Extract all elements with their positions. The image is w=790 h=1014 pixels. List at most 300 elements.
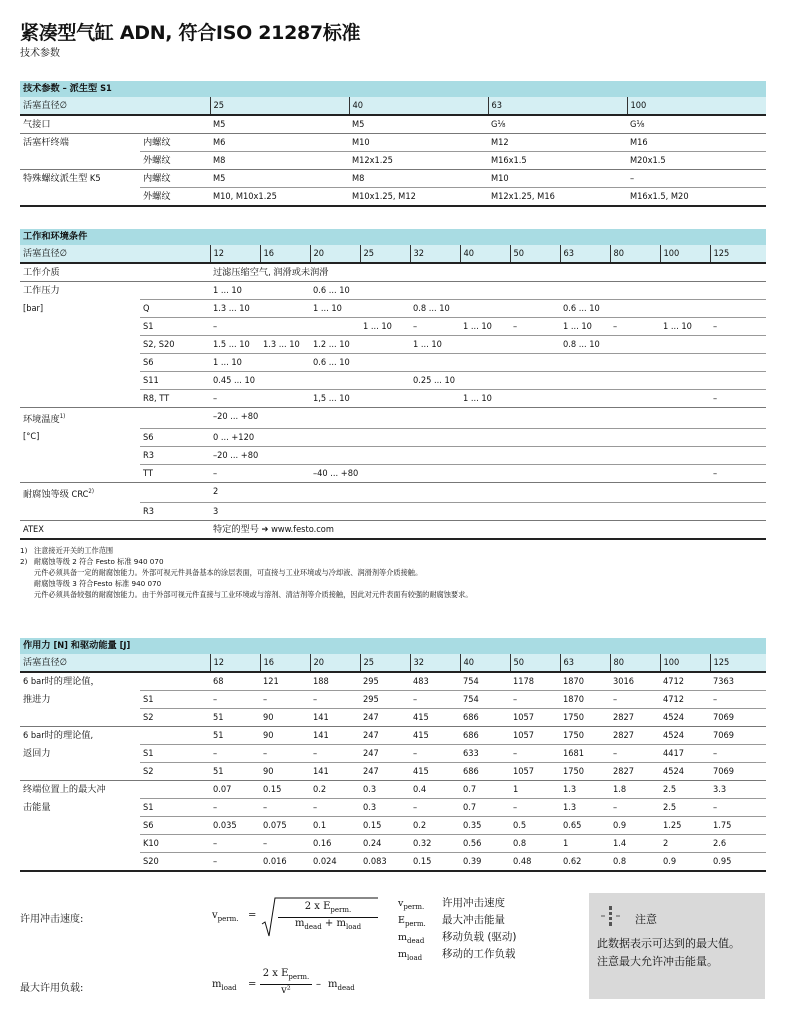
cell-value: 0.9	[610, 817, 660, 835]
row-sublabel: S11	[140, 372, 210, 390]
cell-value: 4712	[660, 672, 710, 691]
cell-value: 1 ... 10	[310, 300, 410, 318]
cell-value: 188	[310, 672, 360, 691]
size-header: 63	[560, 654, 610, 672]
row-sublabel	[140, 727, 210, 745]
row-label	[20, 354, 140, 372]
table-operating-conditions	[20, 229, 766, 540]
row-label	[20, 318, 140, 336]
group-label-2: 击能量	[23, 801, 51, 813]
cell-value: 2	[660, 835, 710, 853]
table-row	[20, 170, 766, 188]
cell-value: 1.4	[610, 835, 660, 853]
row-label	[20, 390, 140, 408]
cell-value: 247	[360, 709, 410, 727]
legend-text: 最大冲击能量	[442, 914, 505, 926]
cell-value: M20x1.5	[627, 152, 766, 170]
cell-value: 247	[360, 727, 410, 745]
table-row	[20, 835, 766, 853]
medium-label: 工作介质	[20, 263, 210, 282]
table-header-row	[20, 245, 766, 263]
legend-symbol: $m_{dead}$	[398, 932, 425, 945]
row-sublabel: S1	[140, 691, 210, 709]
cell-value: 0.9	[660, 853, 710, 872]
cell-value: 686	[460, 763, 510, 781]
table-row	[20, 817, 766, 835]
table-row	[20, 408, 766, 429]
cell-value: 4712	[660, 691, 710, 709]
cell-value: –	[310, 745, 360, 763]
cell-value: –	[210, 390, 310, 408]
cell-value: 141	[310, 727, 360, 745]
table-row	[20, 115, 766, 134]
cell-value: 1.3 ... 10	[260, 336, 310, 354]
cell-value: 0.56	[460, 835, 510, 853]
cell-value: 1	[510, 781, 560, 799]
cell-value: –	[210, 691, 260, 709]
cell-value: –	[410, 691, 460, 709]
cell-value: –	[510, 745, 560, 763]
cell-value: 295	[360, 672, 410, 691]
size-header: 32	[410, 654, 460, 672]
cell-value: M12	[488, 134, 627, 152]
cell-value: –	[210, 799, 260, 817]
size-header: 40	[349, 97, 488, 115]
cell-value: 2.5	[660, 781, 710, 799]
cell-value: –	[260, 799, 310, 817]
cell-value: –	[627, 170, 766, 188]
table-title-row	[20, 229, 766, 245]
cell-value: 51	[210, 763, 260, 781]
row-sublabel	[140, 115, 210, 134]
row-label	[20, 853, 140, 872]
cell-value: 0.62	[560, 853, 610, 872]
table-row	[20, 521, 766, 540]
size-header: 100	[660, 245, 710, 263]
row-label	[20, 372, 140, 390]
table-row	[20, 464, 766, 482]
table-row	[20, 428, 766, 446]
legend-text: 许用冲击速度	[442, 897, 505, 909]
size-header: 100	[627, 97, 766, 115]
group-label-2: 推进力	[23, 693, 51, 705]
cell-value: 0.8	[610, 853, 660, 872]
legend-symbol: $m_{load}$	[398, 949, 423, 962]
cell-value: M8	[210, 152, 349, 170]
legend-item	[398, 929, 517, 945]
atex-value: 特定的型号 ➔ www.festo.com	[210, 521, 766, 540]
cell-value: 1178	[510, 672, 560, 691]
atex-label: ATEX	[20, 521, 210, 540]
size-header: 20	[310, 654, 360, 672]
cell-value: 483	[410, 672, 460, 691]
pressure-unit: [bar]	[23, 302, 44, 314]
cell-value: 0.45 ... 10	[210, 372, 410, 390]
row-label	[20, 835, 140, 853]
size-header: 12	[210, 654, 260, 672]
cell-value: 4524	[660, 709, 710, 727]
row-sublabel: S1	[140, 745, 210, 763]
table-forces-energy	[20, 638, 766, 872]
row-label	[20, 709, 140, 727]
legend-item	[398, 895, 505, 911]
cell-value: 0.15	[260, 781, 310, 799]
cell-value: 141	[310, 763, 360, 781]
cell-value: 0.25 ... 10	[410, 372, 766, 390]
cell-value: 0.8 ... 10	[560, 336, 766, 354]
speed-formula-label: 许用冲击速度:	[20, 914, 84, 925]
cell-value: 0.6 ... 10	[310, 354, 766, 372]
cell-value: 1 ... 10	[560, 318, 610, 336]
cell-value: 1.8	[610, 781, 660, 799]
cell-value: 247	[360, 745, 410, 763]
cell-value: 0.4	[410, 781, 460, 799]
cell-value: M10x1.25, M12	[349, 188, 488, 207]
size-header: 25	[210, 97, 349, 115]
cell-value: 141	[310, 709, 360, 727]
cell-value: 754	[460, 672, 510, 691]
footnote-2-class3-text: 元件必须具备较强的耐腐蚀能力。由于外部可视元件直接与工业环境或与溶剂、清洁剂等介质接触，因此对元件表面有较强的耐腐蚀要求。	[34, 590, 473, 599]
cell-value: 2	[210, 482, 766, 503]
size-header: 63	[488, 97, 627, 115]
table-row	[20, 354, 766, 372]
size-header: 80	[610, 245, 660, 263]
cell-value: 0.2	[410, 817, 460, 835]
cell-value: 0.6 ... 10	[310, 282, 766, 300]
cell-value: M12x1.25, M16	[488, 188, 627, 207]
cell-value: 1.2 ... 10	[310, 336, 410, 354]
cell-value: 0.083	[360, 853, 410, 872]
size-header: 40	[460, 245, 510, 263]
row-label	[20, 464, 140, 482]
cell-value: –	[710, 464, 766, 482]
footnotes	[20, 545, 472, 600]
cell-value: 90	[260, 709, 310, 727]
cell-value: 1 ... 10	[210, 354, 310, 372]
row-sublabel: R3	[140, 503, 210, 521]
cell-value: 1.3	[560, 799, 610, 817]
cell-value: M8	[349, 170, 488, 188]
group-label-1: 终端位置上的最大冲	[20, 781, 140, 799]
row-sublabel: S2	[140, 763, 210, 781]
cell-value: 90	[260, 763, 310, 781]
cell-value: –20 ... +80	[210, 446, 766, 464]
info-bar-icon	[597, 905, 625, 927]
cell-value: G¹⁄₈	[488, 115, 627, 134]
footnote-2: 耐腐蚀等级 2 符合 Festo 标准 940 070	[34, 557, 164, 566]
cell-value: 2827	[610, 709, 660, 727]
cell-value: 1 ... 10	[660, 318, 710, 336]
row-sublabel: R3	[140, 446, 210, 464]
cell-value: 0.35	[460, 817, 510, 835]
cell-value: 1870	[560, 691, 610, 709]
table-row	[20, 390, 766, 408]
group-label-2: 返回力	[23, 747, 51, 759]
cell-value: –	[710, 691, 766, 709]
row-label	[20, 188, 140, 207]
cell-value: 1.25	[660, 817, 710, 835]
cell-value: 3016	[610, 672, 660, 691]
row-sublabel: S6	[140, 428, 210, 446]
cell-value: –	[710, 799, 766, 817]
table-title: 工作和环境条件	[20, 229, 766, 245]
row-sublabel: S20	[140, 853, 210, 872]
cell-value: 0.8 ... 10	[410, 300, 560, 318]
size-header: 25	[360, 245, 410, 263]
cell-value: 0.15	[410, 853, 460, 872]
cell-value: 51	[210, 727, 260, 745]
row-sublabel	[140, 408, 210, 429]
cell-value: 0.8	[510, 835, 560, 853]
cell-value: 2.6	[710, 835, 766, 853]
table-row	[20, 799, 766, 817]
size-header: 25	[360, 654, 410, 672]
cell-value: –	[210, 318, 360, 336]
cell-value: 633	[460, 745, 510, 763]
table-row	[20, 709, 766, 727]
cell-value: 0.5	[510, 817, 560, 835]
footnote-2-num: 2)	[20, 557, 28, 566]
row-sublabel	[140, 781, 210, 799]
note-box	[589, 893, 765, 999]
cell-value: –	[610, 745, 660, 763]
cell-value: –	[610, 799, 660, 817]
pressure-label: 工作压力	[20, 282, 140, 300]
table-row	[20, 482, 766, 503]
cell-value: 0.2	[310, 781, 360, 799]
footnote-1: 注意接近开关的工作范围	[34, 546, 114, 555]
cell-value: M12x1.25	[349, 152, 488, 170]
cell-value: 415	[410, 727, 460, 745]
cell-value: 295	[360, 691, 410, 709]
table-row	[20, 263, 766, 282]
table-row	[20, 282, 766, 300]
cell-value: 1 ... 10	[410, 336, 560, 354]
cell-value: –	[260, 835, 310, 853]
size-header: 40	[460, 654, 510, 672]
table-row	[20, 372, 766, 390]
group-label-1: 6 bar时的理论值,	[20, 727, 140, 745]
size-header: 63	[560, 245, 610, 263]
cell-value: –	[260, 691, 310, 709]
cell-value: –	[510, 799, 560, 817]
table-row	[20, 691, 766, 709]
table-row	[20, 853, 766, 872]
cell-value: –	[210, 853, 260, 872]
cell-value: –40 ... +80	[310, 464, 710, 482]
legend-symbol: $v_{perm.}$	[398, 898, 425, 911]
legend-symbol: $E_{perm.}$	[398, 915, 426, 928]
cell-value: 1 ... 10	[210, 282, 310, 300]
cell-value: 415	[410, 709, 460, 727]
piston-diameter-label: 活塞直径∅	[20, 654, 210, 672]
cell-value: –	[210, 464, 310, 482]
temperature-unit: [°C]	[23, 431, 40, 443]
row-label	[20, 503, 140, 521]
medium-value: 过滤压缩空气, 润滑或未润滑	[210, 263, 766, 282]
cell-value: 1681	[560, 745, 610, 763]
cell-value: 0.016	[260, 853, 310, 872]
table-row	[20, 318, 766, 336]
row-label	[20, 336, 140, 354]
row-sublabel: Q	[140, 300, 210, 318]
note-line-1: 此数据表示可达到的最大值。	[597, 937, 740, 950]
cell-value: 4524	[660, 763, 710, 781]
page-title: 紧凑型气缸 ADN, 符合ISO 21287标准	[20, 22, 361, 44]
cell-value: 0 ... +120	[210, 428, 766, 446]
cell-value: 0.48	[510, 853, 560, 872]
footnote-2-class3: 耐腐蚀等级 3 符合Festo 标准 940 070	[34, 579, 162, 588]
row-label: 特殊螺纹派生型 K5	[20, 170, 140, 188]
cell-value: 1750	[560, 727, 610, 745]
cell-value: 247	[360, 763, 410, 781]
row-label	[20, 817, 140, 835]
cell-value: 0.39	[460, 853, 510, 872]
cell-value: 2827	[610, 727, 660, 745]
cell-value: –	[410, 799, 460, 817]
row-sublabel	[140, 482, 210, 503]
cell-value: –	[310, 799, 360, 817]
row-sublabel	[140, 672, 210, 691]
cell-value: 1.3 ... 10	[210, 300, 310, 318]
cell-value: 121	[260, 672, 310, 691]
table-title-row	[20, 638, 766, 654]
legend-item	[398, 912, 505, 928]
piston-diameter-label: 活塞直径∅	[20, 97, 210, 115]
load-formula-label: 最大许用负载:	[20, 983, 84, 994]
cell-value: 686	[460, 709, 510, 727]
cell-value: 1750	[560, 763, 610, 781]
cell-value: –20 ... +80	[210, 408, 766, 429]
cell-value: –	[260, 745, 310, 763]
row-label: 气接口	[20, 115, 140, 134]
table-row	[20, 446, 766, 464]
size-header: 125	[710, 245, 766, 263]
cell-value: 2.5	[660, 799, 710, 817]
row-label	[20, 446, 140, 464]
cell-value: M5	[210, 170, 349, 188]
cell-value: 7069	[710, 727, 766, 745]
cell-value: 0.075	[260, 817, 310, 835]
table-row	[20, 763, 766, 781]
cell-value: 1057	[510, 763, 560, 781]
row-sublabel: 内螺纹	[140, 134, 210, 152]
table-header-row	[20, 654, 766, 672]
table-row	[20, 503, 766, 521]
cell-value: 2827	[610, 763, 660, 781]
cell-value: 1,5 ... 10	[310, 390, 460, 408]
cell-value: 0.15	[360, 817, 410, 835]
cell-value: 0.035	[210, 817, 260, 835]
cell-value: 1	[560, 835, 610, 853]
row-sublabel: S6	[140, 354, 210, 372]
row-sublabel: S2	[140, 709, 210, 727]
cell-value: 0.95	[710, 853, 766, 872]
cell-value: 68	[210, 672, 260, 691]
legend-item	[398, 946, 516, 962]
size-header: 16	[260, 245, 310, 263]
cell-value: 686	[460, 727, 510, 745]
crc-label: 耐腐蚀等级 CRC$^{2)}$	[20, 482, 140, 503]
cell-value: 1 ... 10	[460, 390, 710, 408]
cell-value: –	[410, 745, 460, 763]
cell-value: 0.7	[460, 799, 510, 817]
cell-value: 0.6 ... 10	[560, 300, 766, 318]
size-header: 100	[660, 654, 710, 672]
cell-value: –	[710, 745, 766, 763]
cell-value: 0.3	[360, 799, 410, 817]
cell-value: 0.024	[310, 853, 360, 872]
cell-value: 90	[260, 727, 310, 745]
cell-value: M10	[488, 170, 627, 188]
cell-value: –	[710, 318, 766, 336]
row-sublabel: S6	[140, 817, 210, 835]
row-sublabel: S1	[140, 318, 210, 336]
size-header: 16	[260, 654, 310, 672]
cell-value: 1.5 ... 10	[210, 336, 260, 354]
cell-value: 4524	[660, 727, 710, 745]
temperature-label: 环境温度$^{1)}$	[20, 408, 140, 429]
cell-value: 7069	[710, 709, 766, 727]
cell-value: M5	[210, 115, 349, 134]
row-sublabel: R8, TT	[140, 390, 210, 408]
table-title: 技术参数 – 派生型 S1	[20, 81, 766, 97]
cell-value: 0.3	[360, 781, 410, 799]
cell-value: 7363	[710, 672, 766, 691]
cell-value: 1.75	[710, 817, 766, 835]
cell-value: 4417	[660, 745, 710, 763]
footnote-2-text: 元件必须具备一定的耐腐蚀能力。外部可视元件具备基本的涂层表面，可直接与工业环境或与冷却液、润滑剂等介质接触。	[34, 568, 423, 577]
row-sublabel	[140, 282, 210, 300]
table-title-row	[20, 81, 766, 97]
cell-value: –	[210, 745, 260, 763]
cell-value: –	[610, 318, 660, 336]
cell-value: 754	[460, 691, 510, 709]
size-header: 12	[210, 245, 260, 263]
table-row	[20, 336, 766, 354]
cell-value: 0.65	[560, 817, 610, 835]
size-header: 80	[610, 654, 660, 672]
cell-value: M16x1.5, M20	[627, 188, 766, 207]
size-header: 32	[410, 245, 460, 263]
note-title: 注意	[635, 913, 657, 926]
cell-value: 0.16	[310, 835, 360, 853]
cell-value: 0.32	[410, 835, 460, 853]
row-sublabel: TT	[140, 464, 210, 482]
footnote-1-num: 1)	[20, 546, 28, 555]
cell-value: M16x1.5	[488, 152, 627, 170]
cell-value: 415	[410, 763, 460, 781]
table-row	[20, 745, 766, 763]
size-header: 50	[510, 245, 560, 263]
table-header-row	[20, 97, 766, 115]
table-row	[20, 300, 766, 318]
table-row	[20, 781, 766, 799]
cell-value: 1.3	[560, 781, 610, 799]
table-title: 作用力 [N] 和驱动能量 [J]	[20, 638, 766, 654]
cell-value: 7069	[710, 763, 766, 781]
cell-value: M10, M10x1.25	[210, 188, 349, 207]
cell-value: –	[510, 318, 560, 336]
cell-value: 0.07	[210, 781, 260, 799]
cell-value: 1 ... 10	[360, 318, 410, 336]
row-sublabel: S2, S20	[140, 336, 210, 354]
table-row	[20, 152, 766, 170]
cell-value: M5	[349, 115, 488, 134]
cell-value: 1870	[560, 672, 610, 691]
row-label	[20, 152, 140, 170]
size-header: 125	[710, 654, 766, 672]
